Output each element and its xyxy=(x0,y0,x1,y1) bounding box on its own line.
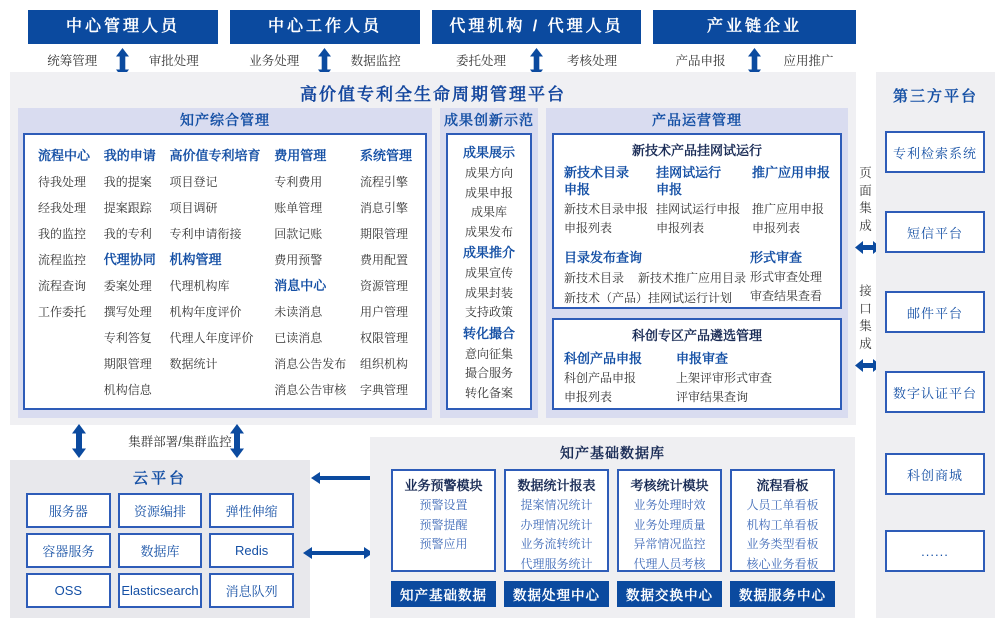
module-group xyxy=(104,143,156,247)
group-header: 新技术目录申报 xyxy=(564,165,630,197)
group-header: 成果展示 xyxy=(462,145,515,160)
menu-item: 账单管理 xyxy=(274,201,323,215)
group-items xyxy=(564,200,656,238)
catalog-line-2 xyxy=(564,288,750,308)
module-group xyxy=(360,143,412,403)
group-items xyxy=(750,268,830,306)
cloud-service-box: 弹性伸缩 xyxy=(209,493,294,528)
ip-column xyxy=(360,143,412,403)
group-header: 目录发布查询 xyxy=(564,250,643,265)
actor-labels xyxy=(432,44,641,74)
menu-item: 成果方向 xyxy=(464,166,513,180)
section-product-ops xyxy=(546,108,848,418)
menu-item: 转化备案 xyxy=(464,385,513,400)
group-items xyxy=(448,164,530,242)
menu-item: 组织机构 xyxy=(359,357,408,371)
ip-column xyxy=(104,143,156,403)
menu-item: 人员工单看板 xyxy=(746,498,819,512)
double-arrow-horizontal-icon xyxy=(303,546,373,564)
actor-right-label: 考核处理 xyxy=(566,54,617,68)
module-group xyxy=(504,469,609,572)
data-center-badge: 数据处理中心 xyxy=(504,581,609,607)
cloud-platform xyxy=(10,460,310,618)
actor-left-label: 统筹管理 xyxy=(47,54,98,68)
actor-labels xyxy=(230,44,420,74)
menu-item: 项目登记 xyxy=(169,175,218,189)
actor-title: 代理机构 / 代理人员 xyxy=(432,10,641,44)
section-title: 产品运营管理 xyxy=(652,112,742,128)
trial-run-panel xyxy=(552,133,842,309)
menu-item: 预警应用 xyxy=(419,537,468,551)
menu-item: 成果发布 xyxy=(464,224,513,239)
actor-labels xyxy=(28,44,218,74)
menu-item: 代理服务统计 xyxy=(520,556,593,571)
group-header: 科创产品申报 xyxy=(564,351,643,366)
menu-item: 业务类型看板 xyxy=(746,537,819,551)
menu-item: 上架评审形式审查 xyxy=(676,371,773,385)
group-items xyxy=(752,200,830,238)
achievements-panel xyxy=(446,133,532,410)
menu-item: 机构工单看板 xyxy=(746,517,819,532)
menu-item: 新技术目录申报 xyxy=(564,202,649,216)
group-header: 挂网试运行申报 xyxy=(656,165,722,197)
third-party-box: ...... xyxy=(885,530,985,572)
menu-item: 专利费用 xyxy=(274,175,323,189)
menu-item: 新技术推广应用目录 xyxy=(638,271,747,285)
menu-item: 核心业务看板 xyxy=(746,556,819,571)
menu-item: 异常情况监控 xyxy=(633,537,706,551)
group-header: 申报审查 xyxy=(676,351,729,366)
menu-item: 我的监控 xyxy=(38,227,87,241)
group-items xyxy=(104,273,156,403)
menu-item: 消息公告发布 xyxy=(274,357,347,371)
actor-title: 中心工作人员 xyxy=(230,10,420,44)
menu-item: 业务处理时效 xyxy=(633,498,706,512)
menu-item: 消息公告审核 xyxy=(274,383,347,397)
actor-title: 中心管理人员 xyxy=(28,10,218,44)
database-modules xyxy=(370,463,855,572)
cloud-service-box: 容器服务 xyxy=(26,533,111,568)
menu-item: 流程引擎 xyxy=(359,175,408,189)
section-achievements xyxy=(440,108,538,418)
arrow-left-icon xyxy=(311,471,371,489)
group-header: 推广应用申报 xyxy=(751,165,830,180)
menu-item: 已读消息 xyxy=(274,331,323,345)
group-header: 机构管理 xyxy=(169,252,222,267)
section-title: 成果创新示范 xyxy=(444,112,534,128)
catalog-review-row xyxy=(564,247,830,308)
third-party-box: 短信平台 xyxy=(885,211,985,253)
menu-item: 我的专利 xyxy=(103,227,152,241)
module-group xyxy=(617,469,722,572)
menu-item: 消息引擎 xyxy=(359,201,408,215)
module-group xyxy=(274,143,346,273)
actor-right-label: 数据监控 xyxy=(350,54,401,68)
actor-center-staff xyxy=(230,10,420,74)
group-header: 费用管理 xyxy=(274,148,327,163)
data-center-badge: 知产基础数据 xyxy=(391,581,496,607)
cloud-service-box: Redis xyxy=(209,533,294,568)
group-header: 系统管理 xyxy=(359,148,412,163)
menu-item: 费用配置 xyxy=(359,253,408,267)
menu-item: 流程查询 xyxy=(38,279,87,293)
third-party-rail xyxy=(876,72,995,618)
group-items xyxy=(169,273,260,377)
menu-item: 代理人年度评价 xyxy=(169,331,254,345)
group-header: 形式审查 xyxy=(750,250,803,265)
menu-item: 新技术目录 xyxy=(564,271,625,285)
ip-management-panel xyxy=(23,133,427,410)
module-group xyxy=(104,247,156,403)
group-header: 业务预警模块 xyxy=(404,478,483,493)
group-items xyxy=(360,169,412,403)
platform-container xyxy=(10,72,856,425)
actor-title: 产业链企业 xyxy=(653,10,856,44)
group-items xyxy=(104,169,156,247)
menu-item: 挂网试运行申报 xyxy=(656,202,741,216)
menu-item: 申报列表 xyxy=(751,221,800,235)
group-header: 数据统计报表 xyxy=(517,478,596,493)
menu-item: 机构信息 xyxy=(103,383,152,397)
third-party-title: 第三方平台 xyxy=(892,88,978,105)
group-items xyxy=(274,299,346,403)
menu-item: 项目调研 xyxy=(169,201,218,215)
group-header: 我的申请 xyxy=(103,148,156,163)
menu-item: 数据统计 xyxy=(169,357,218,371)
menu-item: 评审结果查询 xyxy=(676,390,749,404)
menu-item: 申报列表 xyxy=(564,390,613,404)
menu-item: 机构年度评价 xyxy=(169,305,242,319)
menu-item: 业务流转统计 xyxy=(520,537,593,551)
menu-item: 用户管理 xyxy=(359,305,408,319)
group-header: 高价值专利培育 xyxy=(169,148,261,163)
module-group xyxy=(448,323,530,404)
double-arrow-vertical-icon xyxy=(72,424,86,463)
menu-item: 撮合服务 xyxy=(464,366,513,380)
cloud-service-box: 消息队列 xyxy=(209,573,294,608)
group-items xyxy=(38,169,90,325)
menu-item: 代理人员考核 xyxy=(633,556,706,571)
catalog-line-1 xyxy=(564,268,750,288)
menu-item: 成果库 xyxy=(470,205,507,219)
menu-item: 支持政策 xyxy=(464,305,513,319)
actor-industry-chain xyxy=(653,10,856,74)
actor-right-label: 审批处理 xyxy=(148,54,199,68)
module-group xyxy=(730,469,835,572)
menu-item: 提案情况统计 xyxy=(520,498,593,512)
menu-item: 我的提案 xyxy=(103,175,152,189)
cloud-service-box: OSS xyxy=(26,573,111,608)
module-group xyxy=(38,143,90,325)
module-group xyxy=(750,247,830,308)
panel-title: 新技术产品挂网试运行 xyxy=(631,143,762,158)
menu-item: 字典管理 xyxy=(359,383,408,397)
menu-item: 期限管理 xyxy=(103,357,152,371)
ip-column xyxy=(38,143,90,403)
menu-item: 预警提醒 xyxy=(419,517,468,532)
selection-columns xyxy=(564,348,830,407)
menu-item: 申报列表 xyxy=(564,221,613,235)
group-header: 考核统计模块 xyxy=(630,478,709,493)
data-center-badge: 数据服务中心 xyxy=(730,581,835,607)
data-center-badge: 数据交换中心 xyxy=(617,581,722,607)
group-header: 转化撮合 xyxy=(462,325,515,341)
menu-item: 预警设置 xyxy=(419,498,468,512)
group-items xyxy=(676,369,830,407)
menu-item: 成果申报 xyxy=(464,185,513,200)
cloud-grid xyxy=(10,488,310,608)
actor-left-label: 委托处理 xyxy=(455,54,506,68)
cluster-label: 集群部署/集群监控 xyxy=(128,435,232,449)
ip-column xyxy=(169,143,260,403)
interface-integration-label: 接口集成 xyxy=(859,284,872,351)
group-header: 流程中心 xyxy=(38,148,91,163)
menu-item: 工作委托 xyxy=(38,305,87,319)
group-items xyxy=(732,496,833,572)
page-integration-label: 页面集成 xyxy=(859,166,872,233)
section-ip-management xyxy=(18,108,432,418)
group-items xyxy=(619,496,720,572)
group-items xyxy=(448,264,530,323)
menu-item: 专利申请衔接 xyxy=(169,227,242,241)
ip-database-title: 知产基础数据库 xyxy=(560,445,665,461)
menu-item: 代理机构库 xyxy=(169,279,230,293)
menu-item: 专利答复 xyxy=(103,331,152,345)
menu-item: 申报列表 xyxy=(656,221,705,235)
group-header: 流程看板 xyxy=(756,478,809,493)
panel-title: 科创专区产品遴选管理 xyxy=(631,328,762,343)
module-group xyxy=(169,247,260,377)
menu-item: 撰写处理 xyxy=(103,305,152,319)
menu-item: 意向征集 xyxy=(464,346,513,361)
group-items xyxy=(274,169,346,273)
cloud-title: 云平台 xyxy=(132,470,187,487)
actor-agencies xyxy=(432,10,641,74)
menu-item: 审查结果查看 xyxy=(750,289,823,303)
third-party-box: 邮件平台 xyxy=(885,291,985,333)
actor-labels xyxy=(653,44,856,74)
menu-item: 成果宣传 xyxy=(464,266,513,280)
module-group xyxy=(752,164,830,238)
group-items xyxy=(564,369,676,407)
module-group xyxy=(169,143,260,247)
menu-item: 新技术（产品）挂网试运行计划 xyxy=(564,291,733,305)
menu-item: 经我处理 xyxy=(38,201,87,215)
module-group xyxy=(656,164,752,238)
module-group xyxy=(274,273,346,403)
actor-center-managers xyxy=(28,10,218,74)
section-title: 知产综合管理 xyxy=(180,112,270,128)
actor-left-label: 产品申报 xyxy=(675,54,726,68)
module-group xyxy=(391,469,496,572)
ip-column xyxy=(274,143,346,403)
group-items xyxy=(656,200,752,238)
third-party-box: 科创商城 xyxy=(885,453,985,495)
actor-right-label: 应用推广 xyxy=(783,54,834,68)
menu-item: 期限管理 xyxy=(359,227,408,241)
trial-columns xyxy=(564,164,830,238)
group-header: 成果推介 xyxy=(462,245,515,260)
menu-item: 提案跟踪 xyxy=(103,201,152,215)
menu-item: 成果封装 xyxy=(464,285,513,300)
group-items xyxy=(393,496,494,555)
platform-title: 高价值专利全生命周期管理平台 xyxy=(300,85,566,104)
menu-item: 形式审查处理 xyxy=(750,270,823,284)
page-integration-connector xyxy=(855,165,876,259)
interface-integration-connector xyxy=(855,283,876,377)
menu-item: 回款记账 xyxy=(274,227,323,241)
module-group xyxy=(564,247,750,308)
actor-left-label: 业务处理 xyxy=(249,54,300,68)
menu-item: 委案处理 xyxy=(103,279,152,293)
ip-database-section xyxy=(370,437,855,618)
module-group xyxy=(564,348,676,407)
selection-panel xyxy=(552,318,842,410)
module-group xyxy=(676,348,830,407)
third-party-box: 数字认证平台 xyxy=(885,371,985,413)
cloud-service-box: 服务器 xyxy=(26,493,111,528)
menu-item: 未读消息 xyxy=(274,305,323,319)
ip-columns xyxy=(25,135,425,403)
third-party-box: 专利检索系统 xyxy=(885,131,985,173)
menu-item: 权限管理 xyxy=(359,331,408,345)
menu-item: 待我处理 xyxy=(38,175,87,189)
group-header: 代理协同 xyxy=(103,252,156,267)
menu-item: 业务处理质量 xyxy=(633,517,706,532)
group-header: 消息中心 xyxy=(274,278,327,293)
module-group xyxy=(448,142,530,242)
cloud-service-box: Elasticsearch xyxy=(118,573,203,608)
data-centers-row xyxy=(370,572,855,607)
menu-item: 办理情况统计 xyxy=(520,517,593,532)
double-arrow-vertical-icon xyxy=(230,424,244,463)
cloud-service-box: 资源编排 xyxy=(118,493,203,528)
menu-item: 流程监控 xyxy=(38,253,87,267)
menu-item: 推广应用申报 xyxy=(751,202,824,216)
menu-item: 费用预警 xyxy=(274,253,323,267)
group-items xyxy=(506,496,607,572)
menu-item: 资源管理 xyxy=(359,279,408,293)
group-items xyxy=(448,345,530,404)
module-group xyxy=(564,164,656,238)
cloud-service-box: 数据库 xyxy=(118,533,203,568)
module-group xyxy=(448,242,530,323)
group-items xyxy=(169,169,260,247)
menu-item: 科创产品申报 xyxy=(564,371,637,385)
